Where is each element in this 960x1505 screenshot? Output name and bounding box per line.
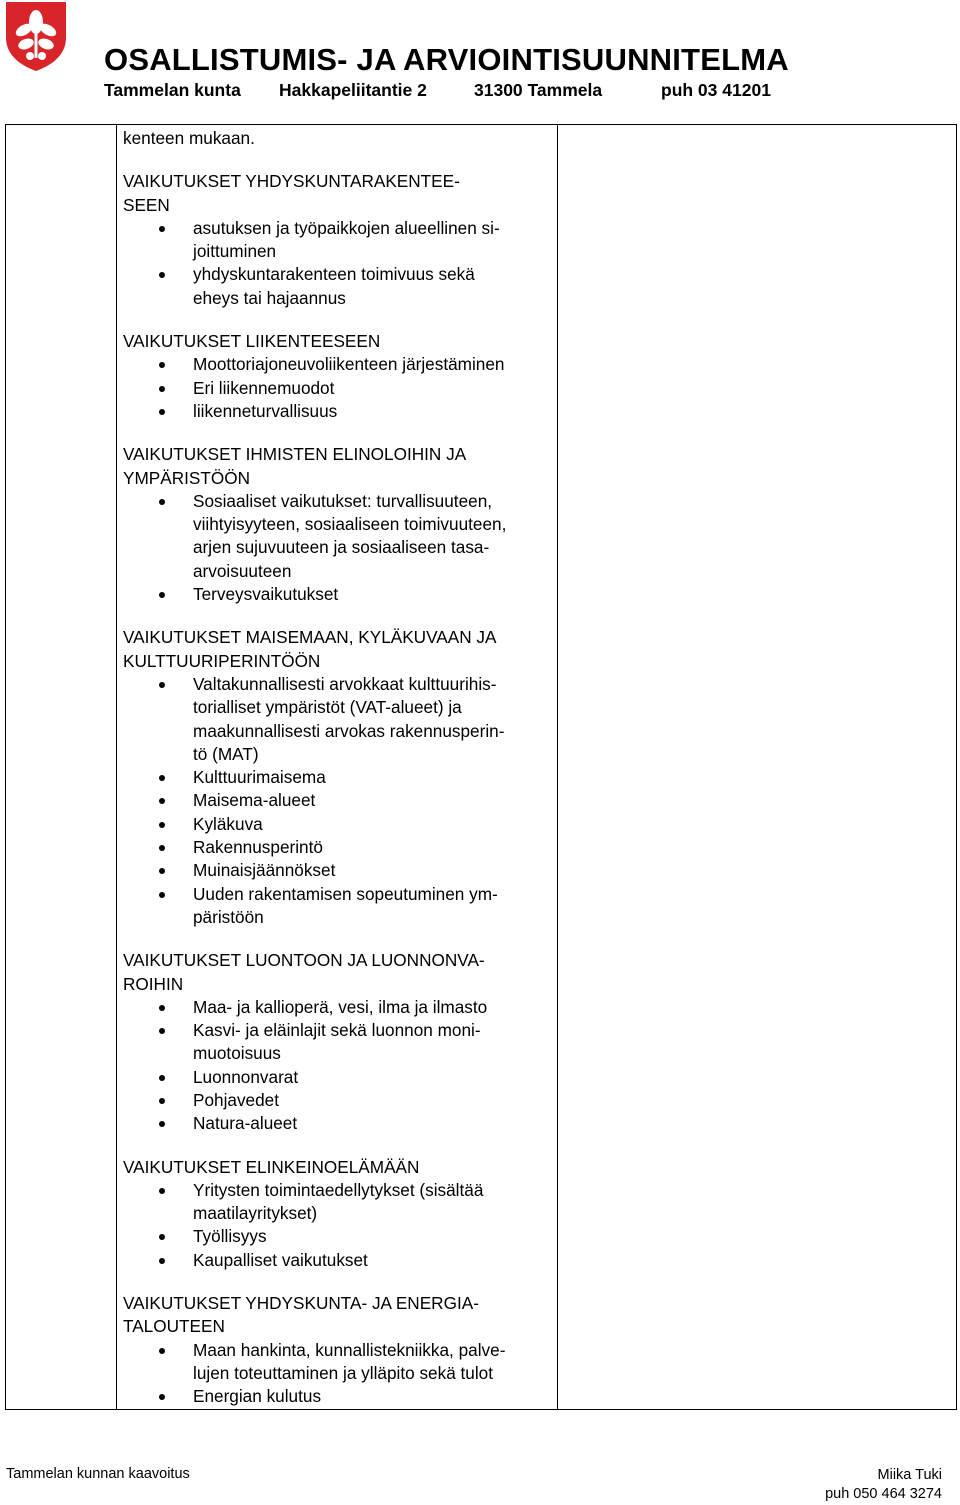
bullet-icon xyxy=(159,845,165,851)
municipality-name: Tammelan kunta xyxy=(104,80,241,100)
bullet-list xyxy=(123,490,553,606)
list-item xyxy=(123,883,553,930)
list-item xyxy=(123,766,553,789)
section-heading: VAIKUTUKSET MAISEMAAN, KYLÄKUVAAN JA xyxy=(123,627,497,648)
bullet-list xyxy=(123,673,553,929)
section-heading: VAIKUTUKSET LUONTOON JA LUONNONVA- xyxy=(123,950,485,971)
bullet-list xyxy=(123,996,553,1136)
list-item-line: Maan hankinta, kunnallistekniikka, palve- xyxy=(193,1339,506,1360)
list-item-line: Kyläkuva xyxy=(193,813,263,834)
section-heading: VAIKUTUKSET YHDYSKUNTARAKENTEE- xyxy=(123,171,460,192)
list-item xyxy=(123,490,553,583)
list-item-line: Energian kulutus xyxy=(193,1386,322,1407)
phone-number: puh 03 41201 xyxy=(661,80,771,100)
bullet-icon xyxy=(159,775,165,781)
list-item xyxy=(123,1249,553,1272)
section-heading: TALOUTEEN xyxy=(123,1316,225,1337)
bullet-icon xyxy=(159,1075,165,1081)
list-item-line: Sosiaaliset vaikutukset: turvallisuuteen, xyxy=(193,490,493,511)
bullet-icon xyxy=(159,1188,165,1194)
bullet-icon xyxy=(159,892,165,898)
list-item xyxy=(123,1225,553,1248)
list-item-line: joittuminen xyxy=(193,241,277,262)
section-heading: SEEN xyxy=(123,194,170,215)
section-heading: VAIKUTUKSET LIIKENTEESEEN xyxy=(123,331,381,352)
list-item-line: Natura-alueet xyxy=(193,1113,298,1134)
list-item xyxy=(123,996,553,1019)
list-item-line: Terveysvaikutukset xyxy=(193,584,339,605)
list-item xyxy=(123,673,553,766)
list-item-line: Maisema-alueet xyxy=(193,790,316,811)
footer-contact-phone: puh 050 464 3274 xyxy=(825,1486,942,1502)
bullet-list xyxy=(123,1339,553,1409)
bullet-icon xyxy=(159,226,165,232)
section-heading: ROIHIN xyxy=(123,973,184,994)
list-item xyxy=(123,1089,553,1112)
bullet-icon xyxy=(159,272,165,278)
list-item-line: Kasvi- ja eläinlajit sekä luonnon moni- xyxy=(193,1020,481,1041)
list-item-line: Uuden rakentamisen sopeutuminen ym- xyxy=(193,883,498,904)
table-column-divider xyxy=(557,125,558,1409)
continuation-text: kenteen mukaan. xyxy=(123,128,255,148)
bullet-icon xyxy=(159,1121,165,1127)
list-item-line: Muinaisjäännökset xyxy=(193,860,336,881)
bullet-icon xyxy=(159,592,165,598)
list-item-line: muotoisuus xyxy=(193,1043,281,1064)
list-item xyxy=(123,1339,553,1386)
list-item-line: Kulttuurimaisema xyxy=(193,767,326,788)
section-heading: KULTTUURIPERINTÖÖN xyxy=(123,650,321,671)
impact-section xyxy=(123,1156,553,1272)
list-item xyxy=(123,217,553,264)
list-item-line: päristöön xyxy=(193,906,264,927)
footer-department: Tammelan kunnan kaavoitus xyxy=(6,1466,190,1482)
street-address: Hakkapeliitantie 2 xyxy=(279,80,427,100)
bullet-icon xyxy=(159,798,165,804)
list-item-line: Rakennusperintö xyxy=(193,837,323,858)
bullet-icon xyxy=(159,1028,165,1034)
impact-assessment-column xyxy=(123,127,553,1409)
bullet-icon xyxy=(159,1005,165,1011)
impact-section xyxy=(123,949,553,1135)
list-item-line: maakunnallisesti arvokas rakennusperin- xyxy=(193,720,505,741)
list-item-line: Eri liikennemuodot xyxy=(193,377,335,398)
section-heading: YMPÄRISTÖÖN xyxy=(123,467,251,488)
bullet-list xyxy=(123,1179,553,1272)
list-item-line: Luonnonvarat xyxy=(193,1066,299,1087)
list-item-line: Pohjavedet xyxy=(193,1089,280,1110)
list-item-line: Maa- ja kallioperä, vesi, ilma ja ilmasto xyxy=(193,996,488,1017)
list-item-line: Yritysten toimintaedellytykset (sisältää xyxy=(193,1179,484,1200)
bullet-icon xyxy=(159,1098,165,1104)
list-item xyxy=(123,1385,553,1408)
municipal-coat-of-arms xyxy=(4,0,68,72)
list-item-line: maatilayritykset) xyxy=(193,1203,318,1224)
bullet-icon xyxy=(159,386,165,392)
list-item xyxy=(123,400,553,423)
document-title: OSALLISTUMIS- JA ARVIOINTISUUNNITELMA xyxy=(104,42,789,77)
list-item-line: Työllisyys xyxy=(193,1226,267,1247)
list-item xyxy=(123,789,553,812)
impact-section xyxy=(123,330,553,423)
list-item-line: Moottoriajoneuvoliikenteen järjestäminen xyxy=(193,354,505,375)
bullet-icon xyxy=(159,499,165,505)
list-item-line: Kaupalliset vaikutukset xyxy=(193,1249,368,1270)
impact-section xyxy=(123,443,553,606)
footer-contact-name: Miika Tuki xyxy=(877,1467,942,1483)
bullet-icon xyxy=(159,362,165,368)
list-item-line: arvoisuuteen xyxy=(193,560,292,581)
list-item-line: eheys tai hajaannus xyxy=(193,287,346,308)
bullet-icon xyxy=(159,1258,165,1264)
list-item xyxy=(123,353,553,376)
list-item xyxy=(123,836,553,859)
list-item-line: liikenneturvallisuus xyxy=(193,400,338,421)
impact-sections xyxy=(123,170,553,1408)
impact-section xyxy=(123,1292,553,1408)
list-item xyxy=(123,1112,553,1135)
list-item xyxy=(123,263,553,310)
bullet-list xyxy=(123,353,553,423)
footer-contact xyxy=(825,1466,942,1504)
list-item xyxy=(123,859,553,882)
list-item-line: viihtyisyyteen, sosiaaliseen toimivuuteen, xyxy=(193,514,507,535)
list-item-line: torialliset ympäristöt (VAT-alueet) ja xyxy=(193,697,462,718)
bullet-icon xyxy=(159,822,165,828)
list-item-line: yhdyskuntarakenteen toimivuus sekä xyxy=(193,264,475,285)
postal-address: 31300 Tammela xyxy=(474,80,603,100)
list-item-line: Valtakunnallisesti arvokkaat kulttuurihis- xyxy=(193,673,497,694)
section-heading: VAIKUTUKSET YHDYSKUNTA- JA ENERGIA- xyxy=(123,1293,479,1314)
list-item xyxy=(123,813,553,836)
bullet-icon xyxy=(159,409,165,415)
list-item xyxy=(123,1179,553,1226)
impact-section xyxy=(123,170,553,310)
list-item-line: lujen toteuttaminen ja ylläpito sekä tulot xyxy=(193,1362,494,1383)
list-item xyxy=(123,1066,553,1089)
bullet-icon xyxy=(159,1234,165,1240)
table-column-divider xyxy=(116,125,117,1409)
list-item xyxy=(123,583,553,606)
bullet-icon xyxy=(159,1348,165,1354)
list-item-line: asutuksen ja työpaikkojen alueellinen si- xyxy=(193,217,500,238)
section-heading: VAIKUTUKSET IHMISTEN ELINOLOIHIN JA xyxy=(123,444,467,465)
bullet-icon xyxy=(159,682,165,688)
list-item-line: tö (MAT) xyxy=(193,743,259,764)
bullet-icon xyxy=(159,868,165,874)
list-item xyxy=(123,377,553,400)
list-item-line: arjen sujuvuuteen ja sosiaaliseen tasa- xyxy=(193,537,490,558)
impact-section xyxy=(123,626,553,929)
bullet-icon xyxy=(159,1394,165,1400)
section-heading: VAIKUTUKSET ELINKEINOELÄMÄÄN xyxy=(123,1156,420,1177)
bullet-list xyxy=(123,217,553,310)
list-item xyxy=(123,1019,553,1066)
